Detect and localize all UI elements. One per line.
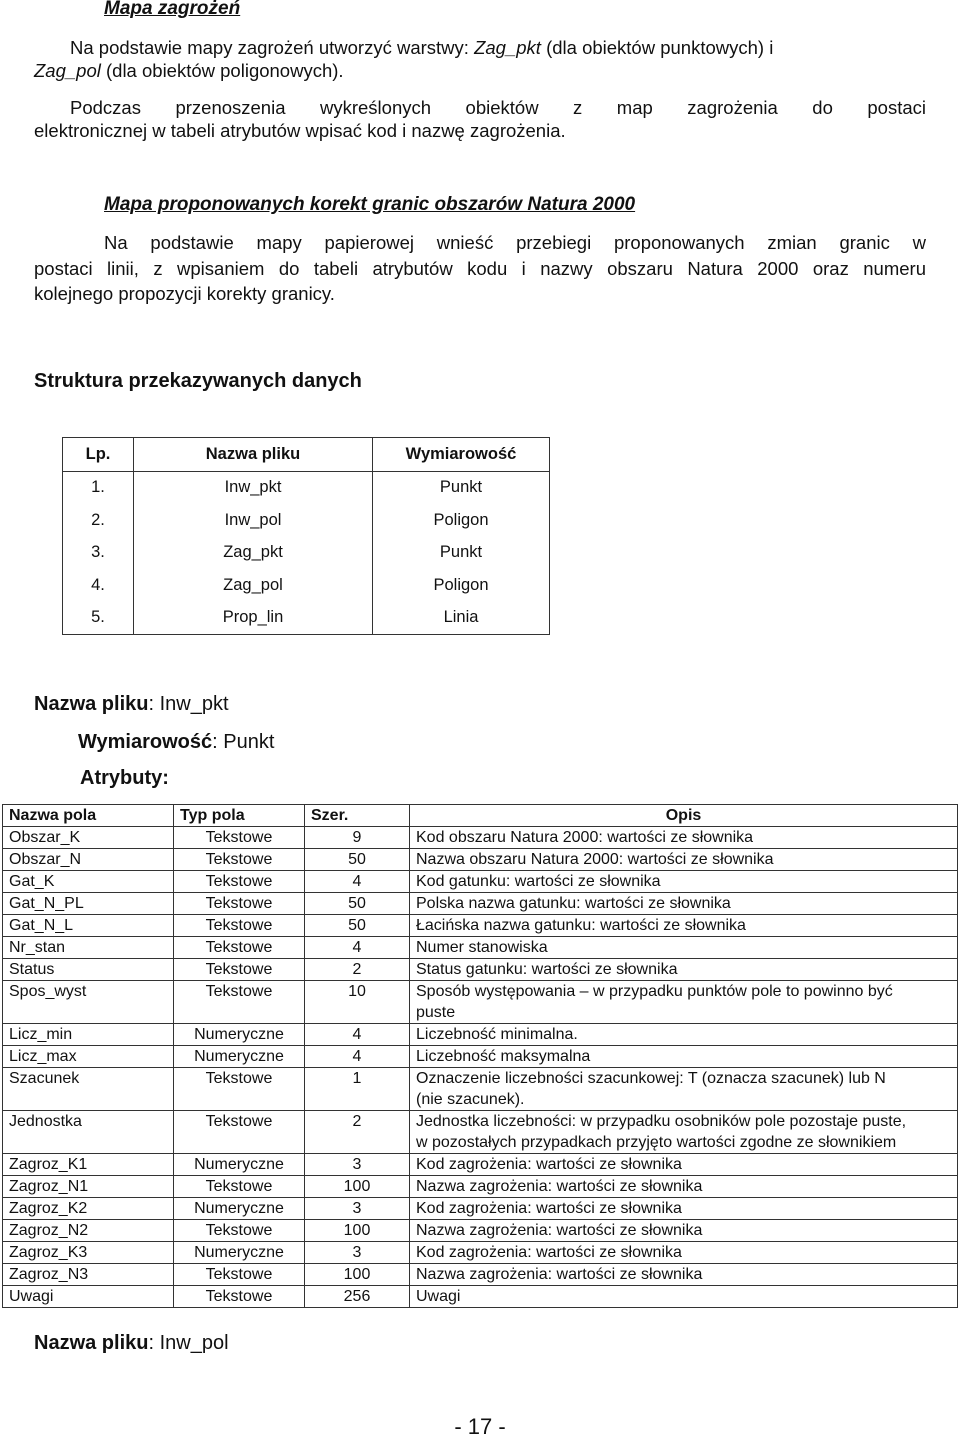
cell-field-type: Tekstowe xyxy=(174,981,305,1024)
page-number: - 17 - xyxy=(454,1414,506,1439)
cell-description xyxy=(410,1286,958,1308)
cell-width: 4 xyxy=(305,1024,410,1046)
cell-file-name: Zag_pkt xyxy=(134,537,373,570)
cell-file-name: Zag_pol xyxy=(134,569,373,602)
cell-field-name: Nr_stan xyxy=(3,937,174,959)
cell-width: 100 xyxy=(305,1220,410,1242)
cell-file-name: Inw_pol xyxy=(134,504,373,537)
description-line: Kod gatunku: wartości ze słownika xyxy=(416,873,661,890)
cell-lp: 4. xyxy=(63,569,134,602)
description-line: Nazwa zagrożenia: wartości ze słownika xyxy=(416,1266,703,1283)
section-heading-threats: Mapa zagrożeń xyxy=(104,0,241,19)
cell-width: 9 xyxy=(305,827,410,849)
cell-field-name: Gat_K xyxy=(3,871,174,893)
cell-field-type: Numeryczne xyxy=(174,1046,305,1068)
file-name-line-inw-pkt xyxy=(34,693,229,716)
cell-field-type: Numeryczne xyxy=(174,1154,305,1176)
cell-width: 1 xyxy=(305,1068,410,1111)
cell-width: 3 xyxy=(305,1198,410,1220)
cell-description xyxy=(410,893,958,915)
attributes-label: Atrybuty: xyxy=(80,767,169,789)
table-row xyxy=(63,537,550,570)
cell-width: 50 xyxy=(305,893,410,915)
cell-width: 10 xyxy=(305,981,410,1024)
table-row xyxy=(3,1220,958,1242)
table-row xyxy=(3,827,958,849)
cell-width: 100 xyxy=(305,1264,410,1286)
description-line: Liczebność maksymalna xyxy=(416,1048,591,1065)
cell-field-name: Zagroz_K3 xyxy=(3,1242,174,1264)
structure-table xyxy=(62,437,550,635)
cell-dimension: Poligon xyxy=(373,569,550,602)
description-line: Kod zagrożenia: wartości ze słownika xyxy=(416,1200,682,1217)
description-line: Status gatunku: wartości ze słownika xyxy=(416,961,678,978)
cell-lp: 2. xyxy=(63,504,134,537)
col-header-field-type: Typ pola xyxy=(174,805,305,827)
cell-lp: 1. xyxy=(63,471,134,504)
cell-field-name: Obszar_N xyxy=(3,849,174,871)
table-row xyxy=(3,1264,958,1286)
cell-description xyxy=(410,959,958,981)
table-row xyxy=(3,893,958,915)
cell-description xyxy=(410,937,958,959)
threats-paragraph-1 xyxy=(34,36,926,82)
table-row xyxy=(63,504,550,537)
cell-description xyxy=(410,1024,958,1046)
table-row xyxy=(3,849,958,871)
cell-width: 2 xyxy=(305,959,410,981)
dimension-value: : Punkt xyxy=(212,731,275,753)
table-row xyxy=(3,1286,958,1308)
description-line: Uwagi xyxy=(416,1288,461,1305)
col-header-file-name: Nazwa pliku xyxy=(134,438,373,472)
cell-width: 4 xyxy=(305,937,410,959)
threats-paragraph-2-line-1: Podczas przenoszenia wykreślonych obiektów z map zagrożenia do postaci xyxy=(70,97,926,118)
cell-field-type: Tekstowe xyxy=(174,893,305,915)
cell-description xyxy=(410,915,958,937)
cell-field-type: Tekstowe xyxy=(174,1068,305,1111)
col-header-dimension: Wymiarowość xyxy=(373,438,550,472)
cell-description xyxy=(410,1046,958,1068)
description-line: Nazwa zagrożenia: wartości ze słownika xyxy=(416,1178,703,1195)
cell-description xyxy=(410,981,958,1024)
table-row xyxy=(3,1068,958,1111)
description-line: Kod zagrożenia: wartości ze słownika xyxy=(416,1156,682,1173)
cell-description xyxy=(410,1111,958,1154)
description-line: Łacińska nazwa gatunku: wartości ze słownika xyxy=(416,917,746,934)
cell-field-type: Tekstowe xyxy=(174,1176,305,1198)
description-line: Oznaczenie liczebności szacunkowej: T (oznacza szacunek) lub N xyxy=(416,1070,886,1087)
description-line: Polska nazwa gatunku: wartości ze słownika xyxy=(416,895,731,912)
threats-para1-suffix: (dla obiektów poligonowych). xyxy=(100,60,344,81)
cell-field-name: Szacunek xyxy=(3,1068,174,1111)
table-row xyxy=(63,602,550,635)
cell-description xyxy=(410,871,958,893)
dimension-line-inw-pkt xyxy=(78,731,274,754)
description-line: Kod obszaru Natura 2000: wartości ze słownika xyxy=(416,829,754,846)
file-name-value: : Inw_pol xyxy=(148,1332,229,1354)
corrections-line-2: postaci linii, z wpisaniem do tabeli atrybutów kodu i nazwy obszaru Natura 2000 oraz numeru xyxy=(34,258,926,279)
cell-width: 256 xyxy=(305,1286,410,1308)
cell-width: 50 xyxy=(305,849,410,871)
cell-field-type: Tekstowe xyxy=(174,1220,305,1242)
table-row xyxy=(3,1198,958,1220)
col-header-lp: Lp. xyxy=(63,438,134,472)
cell-width: 3 xyxy=(305,1242,410,1264)
cell-field-type: Tekstowe xyxy=(174,871,305,893)
cell-description xyxy=(410,1176,958,1198)
cell-description xyxy=(410,849,958,871)
cell-width: 100 xyxy=(305,1176,410,1198)
cell-description xyxy=(410,1264,958,1286)
cell-field-name: Uwagi xyxy=(3,1286,174,1308)
col-header-field-name: Nazwa pola xyxy=(3,805,174,827)
description-line: puste xyxy=(416,1004,456,1021)
cell-description xyxy=(410,1068,958,1111)
col-header-description: Opis xyxy=(410,805,958,827)
cell-field-type: Numeryczne xyxy=(174,1024,305,1046)
threats-paragraph-2-line-2: elektronicznej w tabeli atrybutów wpisać kod i nazwę zagrożenia. xyxy=(34,120,566,141)
cell-width: 2 xyxy=(305,1111,410,1154)
cell-field-name: Zagroz_K1 xyxy=(3,1154,174,1176)
description-line: Liczebność minimalna. xyxy=(416,1026,578,1043)
cell-field-name: Jednostka xyxy=(3,1111,174,1154)
layer-zag-pkt: Zag_pkt xyxy=(474,37,541,58)
cell-field-name: Obszar_K xyxy=(3,827,174,849)
description-line: Sposób występowania – w przypadku punktów pole to powinno być xyxy=(416,983,893,1000)
cell-field-name: Spos_wyst xyxy=(3,981,174,1024)
description-line: Nazwa obszaru Natura 2000: wartości ze słownika xyxy=(416,851,774,868)
cell-field-type: Tekstowe xyxy=(174,827,305,849)
description-line: (nie szacunek). xyxy=(416,1091,525,1108)
table-row xyxy=(3,981,958,1024)
cell-description xyxy=(410,1154,958,1176)
cell-field-name: Gat_N_PL xyxy=(3,893,174,915)
attributes-table xyxy=(2,804,958,1308)
cell-field-type: Tekstowe xyxy=(174,959,305,981)
table-row xyxy=(3,1024,958,1046)
cell-description xyxy=(410,827,958,849)
table-row xyxy=(3,1046,958,1068)
cell-width: 4 xyxy=(305,871,410,893)
cell-field-name: Zagroz_N2 xyxy=(3,1220,174,1242)
cell-field-name: Licz_min xyxy=(3,1024,174,1046)
cell-dimension: Punkt xyxy=(373,537,550,570)
cell-field-name: Zagroz_K2 xyxy=(3,1198,174,1220)
file-name-label: Nazwa pliku xyxy=(34,693,149,715)
cell-width: 3 xyxy=(305,1154,410,1176)
description-line: Jednostka liczebności: w przypadku osobników pole pozostaje puste, xyxy=(416,1113,907,1130)
cell-width: 50 xyxy=(305,915,410,937)
table-row xyxy=(3,1176,958,1198)
file-name-label: Nazwa pliku xyxy=(34,1332,149,1354)
threats-para1-prefix: Na podstawie mapy zagrożeń utworzyć warstwy: xyxy=(70,37,475,58)
cell-width: 4 xyxy=(305,1046,410,1068)
file-name-value: : Inw_pkt xyxy=(148,693,229,715)
attributes-header-row xyxy=(3,805,958,827)
cell-field-name: Zagroz_N1 xyxy=(3,1176,174,1198)
description-line: Kod zagrożenia: wartości ze słownika xyxy=(416,1244,682,1261)
dimension-label: Wymiarowość xyxy=(78,731,213,753)
table-row xyxy=(3,871,958,893)
table-row xyxy=(3,1111,958,1154)
cell-field-type: Tekstowe xyxy=(174,1264,305,1286)
section-heading-corrections: Mapa proponowanych korekt granic obszarów Natura 2000 xyxy=(104,194,636,215)
structure-title: Struktura przekazywanych danych xyxy=(34,370,362,392)
cell-file-name: Inw_pkt xyxy=(134,471,373,504)
cell-field-type: Tekstowe xyxy=(174,1286,305,1308)
table-row xyxy=(63,471,550,504)
cell-field-name: Status xyxy=(3,959,174,981)
cell-dimension: Linia xyxy=(373,602,550,635)
table-row xyxy=(3,1154,958,1176)
cell-description xyxy=(410,1242,958,1264)
layer-zag-pol: Zag_pol xyxy=(34,60,101,81)
col-header-width: Szer. xyxy=(305,805,410,827)
threats-para1-mid: (dla obiektów punktowych) i xyxy=(540,37,774,58)
table-row xyxy=(3,915,958,937)
cell-field-type: Tekstowe xyxy=(174,849,305,871)
cell-lp: 3. xyxy=(63,537,134,570)
cell-field-type: Tekstowe xyxy=(174,937,305,959)
cell-dimension: Poligon xyxy=(373,504,550,537)
cell-field-type: Numeryczne xyxy=(174,1242,305,1264)
cell-description xyxy=(410,1220,958,1242)
description-line: w pozostałych przypadkach przyjęto wartości zgodne ze słownikiem xyxy=(416,1134,897,1151)
corrections-line-1: Na podstawie mapy papierowej wnieść przebiegi proponowanych zmian granic w xyxy=(104,232,926,253)
cell-field-type: Tekstowe xyxy=(174,915,305,937)
table-row xyxy=(3,1242,958,1264)
table-row xyxy=(3,937,958,959)
description-line: Nazwa zagrożenia: wartości ze słownika xyxy=(416,1222,703,1239)
cell-lp: 5. xyxy=(63,602,134,635)
cell-field-type: Numeryczne xyxy=(174,1198,305,1220)
cell-field-name: Gat_N_L xyxy=(3,915,174,937)
cell-field-name: Licz_max xyxy=(3,1046,174,1068)
cell-description xyxy=(410,1198,958,1220)
table-row xyxy=(3,959,958,981)
structure-header-row xyxy=(63,438,550,472)
cell-dimension: Punkt xyxy=(373,471,550,504)
cell-file-name: Prop_lin xyxy=(134,602,373,635)
corrections-line-3: kolejnego propozycji korekty granicy. xyxy=(34,283,335,304)
description-line: Numer stanowiska xyxy=(416,939,548,956)
cell-field-name: Zagroz_N3 xyxy=(3,1264,174,1286)
table-row xyxy=(63,569,550,602)
file-name-line-inw-pol xyxy=(34,1332,229,1355)
cell-field-type: Tekstowe xyxy=(174,1111,305,1154)
